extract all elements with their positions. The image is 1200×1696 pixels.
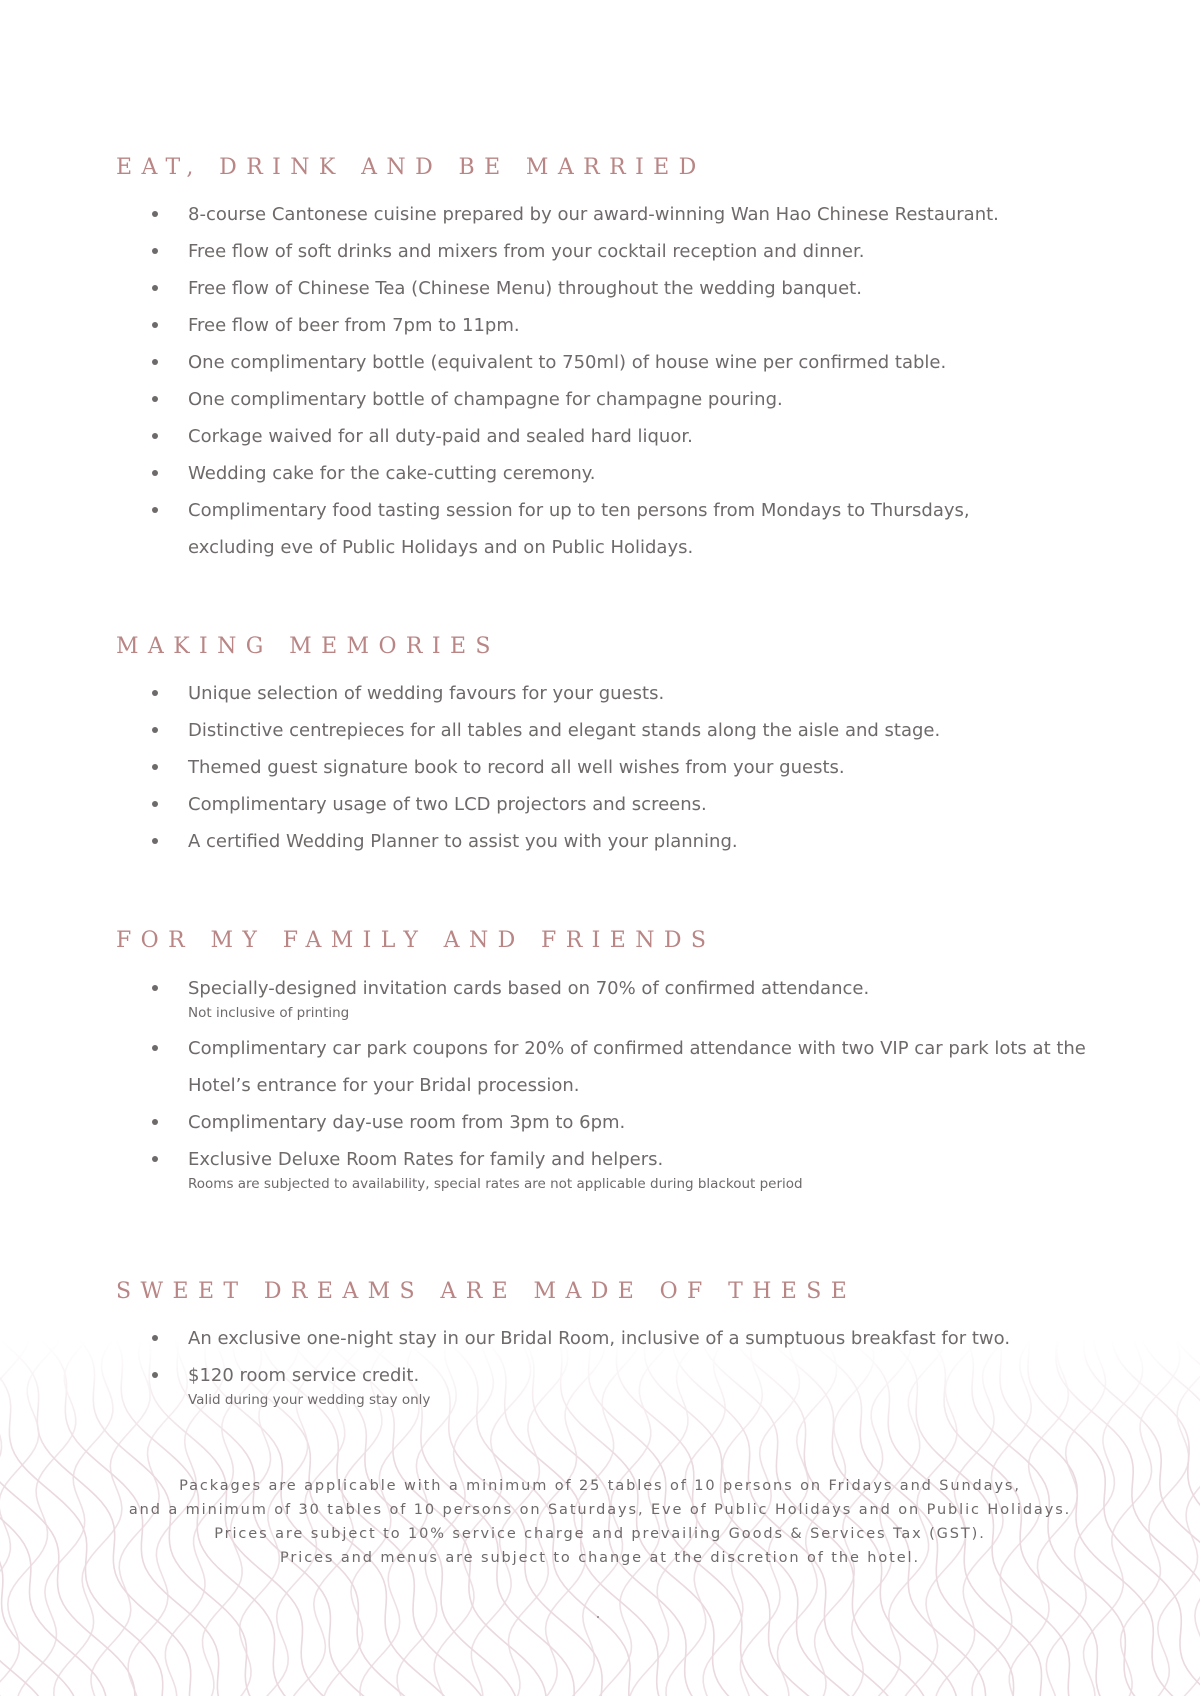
bullet-icon [152, 1372, 158, 1378]
item-text: An exclusive one-night stay in our Bridal Room, inclusive of a sumptuous breakfast for two. [188, 1328, 1011, 1349]
bullet-icon [152, 248, 158, 254]
bullet-icon [152, 1335, 158, 1341]
item-list [116, 1320, 1116, 1417]
item-list [116, 675, 1116, 860]
item-text: Complimentary car park coupons for 20% of confirmed attendance with two VIP car park lots at the [188, 1038, 1086, 1059]
list-item [116, 1104, 1116, 1141]
list-item [116, 1030, 1116, 1104]
item-text: 8-course Cantonese cuisine prepared by our award-winning Wan Hao Chinese Restaurant. [188, 204, 999, 225]
bullet-icon [152, 985, 158, 991]
item-text: Exclusive Deluxe Room Rates for family and helpers. [188, 1149, 664, 1170]
bullet-icon [152, 507, 158, 513]
list-item [116, 196, 1116, 233]
section-eat-drink [116, 155, 1116, 558]
item-text: One complimentary bottle of champagne for champagne pouring. [188, 389, 783, 410]
section-family-friends [116, 928, 1116, 1192]
item-text: One complimentary bottle (equivalent to 750ml) of house wine per confirmed table. [188, 352, 947, 373]
item-list [116, 970, 1116, 1201]
list-item [116, 675, 1116, 712]
item-text-continued: excluding eve of Public Holidays and on Public Holidays. [188, 537, 694, 558]
list-item [116, 381, 1116, 418]
list-item [116, 270, 1116, 307]
item-text: Wedding cake for the cake-cutting ceremony. [188, 463, 596, 484]
list-item [116, 307, 1116, 344]
item-text: Complimentary food tasting session for up to ten persons from Mondays to Thursdays, [188, 500, 970, 521]
bullet-icon [152, 211, 158, 217]
item-text: Complimentary usage of two LCD projectors and screens. [188, 794, 707, 815]
item-text: Free flow of beer from 7pm to 11pm. [188, 315, 520, 336]
list-item [116, 455, 1116, 492]
item-text: Corkage waived for all duty-paid and sealed hard liquor. [188, 426, 693, 447]
footer-line: Prices and menus are subject to change at the discretion of the hotel. [280, 1550, 920, 1566]
section-heading: MAKING MEMORIES [116, 634, 500, 659]
list-item [116, 1320, 1116, 1357]
bullet-icon [152, 396, 158, 402]
item-text: Unique selection of wedding favours for your guests. [188, 683, 665, 704]
list-item [116, 786, 1116, 823]
item-list [116, 196, 1116, 566]
bullet-icon [152, 1156, 158, 1162]
list-item [116, 823, 1116, 860]
list-item [116, 749, 1116, 786]
list-item [116, 492, 1116, 566]
item-text: $120 room service credit. [188, 1365, 420, 1386]
section-heading: EAT, DRINK AND BE MARRIED [116, 155, 706, 180]
bullet-icon [152, 1119, 158, 1125]
bullet-icon [152, 801, 158, 807]
bullet-icon [152, 690, 158, 696]
bullet-icon [152, 359, 158, 365]
list-item [116, 970, 1116, 1024]
item-text: Specially-designed invitation cards based on 70% of confirmed attendance. [188, 978, 870, 999]
item-text: A certified Wedding Planner to assist you with your planning. [188, 831, 738, 852]
section-heading: SWEET DREAMS ARE MADE OF THESE [116, 1279, 857, 1304]
section-making-memories [116, 634, 1116, 852]
list-item [116, 233, 1116, 270]
item-text: Themed guest signature book to record all well wishes from your guests. [188, 757, 845, 778]
list-item [116, 712, 1116, 749]
list-item [116, 1141, 1116, 1195]
item-note: Rooms are subjected to availability, special rates are not applicable during blackout period [188, 1176, 803, 1192]
item-text-continued: Hotel’s entrance for your Bridal procession. [188, 1075, 580, 1096]
bullet-icon [152, 470, 158, 476]
footer-line: Packages are applicable with a minimum of 25 tables of 10 persons on Fridays and Sundays, [179, 1478, 1021, 1494]
item-text: Free flow of soft drinks and mixers from your cocktail reception and dinner. [188, 241, 865, 262]
item-text: Complimentary day-use room from 3pm to 6pm. [188, 1112, 626, 1133]
item-text: Distinctive centrepieces for all tables and elegant stands along the aisle and stage. [188, 720, 941, 741]
section-heading: FOR MY FAMILY AND FRIENDS [116, 928, 716, 953]
bullet-icon [152, 764, 158, 770]
list-item [116, 344, 1116, 381]
list-item [116, 1357, 1116, 1411]
bullet-icon [152, 838, 158, 844]
trailing-mark [597, 1616, 599, 1618]
item-text: Free flow of Chinese Tea (Chinese Menu) throughout the wedding banquet. [188, 278, 862, 299]
footer-line: and a minimum of 30 tables of 10 persons on Saturdays, Eve of Public Holidays and on Public Holidays. [128, 1502, 1072, 1518]
bullet-icon [152, 322, 158, 328]
item-note: Not inclusive of printing [188, 1005, 350, 1021]
bullet-icon [152, 285, 158, 291]
section-sweet-dreams [116, 1279, 1116, 1408]
bullet-icon [152, 1045, 158, 1051]
terms-footer [0, 1474, 1200, 1570]
list-item [116, 418, 1116, 455]
item-note: Valid during your wedding stay only [188, 1392, 431, 1408]
footer-line: Prices are subject to 10% service charge and prevailing Goods & Services Tax (GST). [214, 1526, 986, 1542]
bullet-icon [152, 433, 158, 439]
bullet-icon [152, 727, 158, 733]
